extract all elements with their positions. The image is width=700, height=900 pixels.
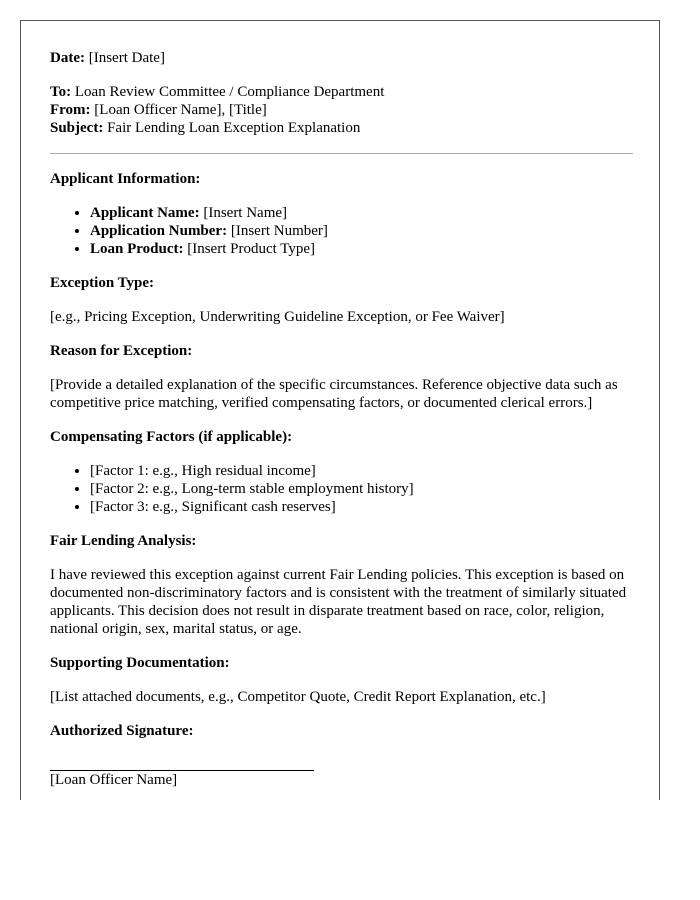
applicant-name-label: Applicant Name: bbox=[90, 205, 200, 221]
reason-heading: Reason for Exception: bbox=[50, 343, 193, 359]
list-item bbox=[90, 204, 635, 222]
application-number-value: [Insert Number] bbox=[230, 223, 328, 239]
subject-line bbox=[50, 119, 635, 137]
list-item: • [Factor 1: e.g., High residual income] bbox=[90, 462, 635, 480]
fair-lending-heading: Fair Lending Analysis: bbox=[50, 533, 197, 549]
reason-text: [Provide a detailed explanation of the specific circumstances. Reference objective data such as competitive price matching, verified compensating factors, or documented clerical errors.] bbox=[50, 377, 618, 411]
signature-heading: Authorized Signature: bbox=[50, 723, 194, 739]
subject-label: Subject: bbox=[50, 120, 104, 136]
letter-content bbox=[50, 49, 635, 789]
subject-value: Fair Lending Loan Exception Explanation bbox=[107, 120, 361, 136]
exception-type-text: [e.g., Pricing Exception, Underwriting Guideline Exception, or Fee Waiver] bbox=[50, 309, 505, 325]
loan-product-label: Loan Product: bbox=[90, 241, 184, 257]
date-label: Date: bbox=[50, 50, 85, 66]
exception-type-heading: Exception Type: bbox=[50, 275, 155, 291]
applicant-list bbox=[50, 204, 635, 258]
from-label: From: bbox=[50, 102, 91, 118]
compensating-heading: Compensating Factors (if applicable): bbox=[50, 429, 293, 445]
to-value: Loan Review Committee / Compliance Department bbox=[74, 84, 385, 100]
list-item bbox=[90, 240, 635, 258]
header-divider bbox=[50, 153, 633, 154]
compensating-list bbox=[50, 462, 635, 516]
signature-name: [Loan Officer Name] bbox=[50, 772, 178, 788]
memo-header bbox=[50, 83, 635, 137]
document-page bbox=[20, 20, 660, 800]
loan-product-value: [Insert Product Type] bbox=[187, 241, 316, 257]
documentation-heading: Supporting Documentation: bbox=[50, 655, 230, 671]
date-value: [Insert Date] bbox=[88, 50, 165, 66]
to-line bbox=[50, 83, 635, 101]
list-item bbox=[90, 222, 635, 240]
applicant-heading: Applicant Information: bbox=[50, 171, 201, 187]
list-item: • [Factor 3: e.g., Significant cash reserves] bbox=[90, 498, 635, 516]
date-line bbox=[50, 49, 635, 67]
application-number-label: Application Number: bbox=[90, 223, 228, 239]
list-item: • [Factor 2: e.g., Long-term stable employment history] bbox=[90, 480, 635, 498]
documentation-text: [List attached documents, e.g., Competitor Quote, Credit Report Explanation, etc.] bbox=[50, 689, 546, 705]
fair-lending-text: I have reviewed this exception against current Fair Lending policies. This exception is based on documented non-discriminatory factors and is consistent with the treatment of similarly situated applicants. This decision does not result in disparate treatment based on race, color, religion, national origin, sex, marital status, or age. bbox=[50, 567, 627, 637]
from-line bbox=[50, 101, 635, 119]
applicant-name-value: [Insert Name] bbox=[203, 205, 288, 221]
from-value: [Loan Officer Name], [Title] bbox=[94, 102, 267, 118]
to-label: To: bbox=[50, 84, 72, 100]
